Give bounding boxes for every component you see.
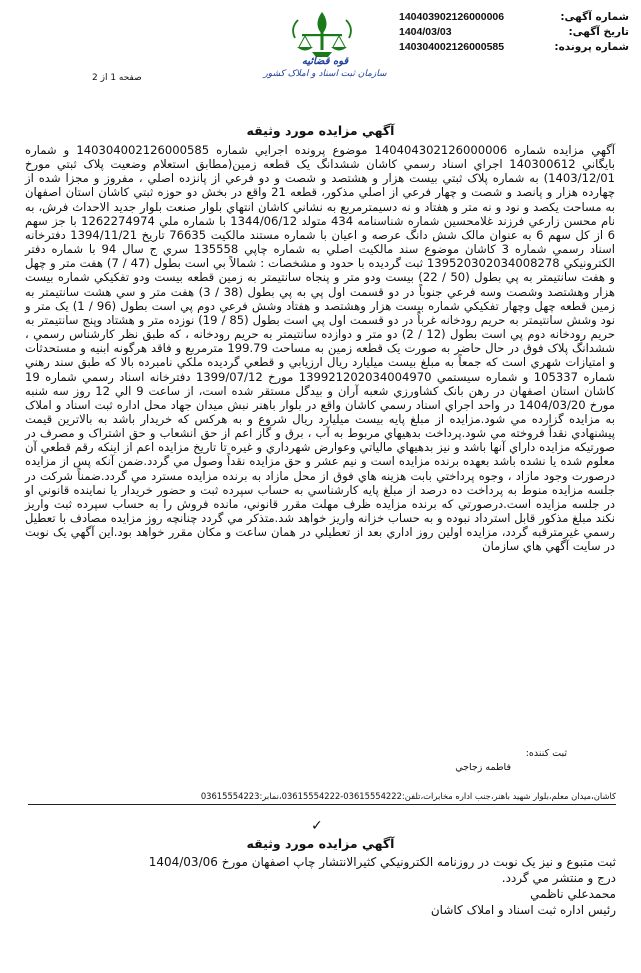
notice2-line2: درج و منتشر مي گردد. [501,871,616,885]
page-info: صفحه 1 از 2 [92,73,142,83]
judiciary-name: قوه قضائیه [301,56,349,67]
organization-name: سازمان ثبت اسناد و املاک کشور [263,69,387,79]
notice2-body [30,854,616,918]
notice-body [25,143,615,554]
divider [28,804,616,805]
ad-date: 1404/03/03 [399,26,452,38]
registrar-name: فاطمه زجاجي [455,762,511,773]
registrar-label: ثبت كننده: [525,748,567,759]
notice-title: آگهي مزايده مورد وثيقه [246,123,395,138]
file-number-label: شماره پرونده: [554,41,629,53]
signer-name: محمدعلي ناظمي [530,887,616,901]
header-meta [399,10,629,55]
ad-date-row [399,25,629,40]
checkmark-icon: ✓ [311,818,323,834]
contact-info: كاشان،ميدان معلم،بلوار شهيد باهنر،جنب اداره مخابرات،تلفن:03615554222-03615554222،نمابر:03615554223 [200,791,616,801]
signer-title: رئيس اداره ثبت اسناد و املاک كاشان [430,903,616,917]
ad-number-row [399,10,629,25]
notice2-line1: ثبت متبوع و نيز يک نوبت در روزنامه الكترونيكي كثيرالانتشار چاپ اصفهان مورخ 1404/03/06 [148,855,616,869]
ad-number-label: شماره آگهی: [560,11,629,23]
file-number: 140304002126000585 [399,41,505,53]
notice-body-text: آگهي مزايده شماره 140404302126000006 موضوع پرونده اجرايي شماره 140304002126000585 و شماره بايگاني 140300612 اجراي اسناد رسمي كاشان ششدانگ يک قطعه زمين(مطابق استعلام وضعيت پلاک ثبتي مورخ 1403/12/01) به شماره پلاک ثبتي بيست هزار و هشتصد و شصت و دو فرعي از پانزده اصلي ، مفروز و مجزا شده از چهارده هزار و پانصد و شصت و چهار فرعي از اصلي مذكور، قطعه 21 واقع در بخش دو حوزه ثبتي كاشان استان اصفهان به مساحت يكصد و نود و نه متر و هفتاد و نه دسيمترمربع به نشاني كاشان انتهاي بلوار صنعت بلوار جديد الاحداث فرش، به نام محسن زارعي فرزند غلامحسين شماره شناسنامه 434 متولد 1344/06/12 با شماره ملي 1262274974 با جز سهم 6 از كل سهم 6 به عنوان مالک شش دانگ عرصه و اعيان با شماره مستند مالكيت 76635 تاريخ 1394/11/21 دفترخانه اسناد رسمي شماره 3 كاشان موضوع سند مالكيت اصلي به شماره چاپي 135558 سري ج سال 94 با شماره دفتر الكترونيكي 139520302034008278 ثبت گرديده با حدود و مشخصات : شمالاً بي است بطول (47 / 7) هفت متر و چهل و هفت سانتيمتر به پي بطول (50 / 22) بيست ودو متر و پنجاه سانتيمتر به زمين قطعه بيست ودو تفكيكي شماره بيست هزار وهشتصد وشصت وسه فرعي جنوباً در دو قسمت اول پي به پي بطول (38 / 3) هفت متر و سي هشت سانتيمتر به زمين قطعه چهل وچهار تفكيكي شماره بيست هزار وهشتصد و هفتاد وشش فرعي دوم پي است بطول (96 / 1) يک متر و نود وشش سانتيمتر به حريم رودخانه غرباً در دو قسمت اول پي است بطول (85 / 19) نوزده متر و هشتاد وپنج سانتيمتر به حريم رودخانه دوم پي است بطول (12 / 2) دو متر و دوازده سانتيمتر به حريم رودخانه ، كه طبق نظر كارشناس رسمي ، ششدانگ پلاک فوق در حال حاضر به صورت يک قطعه زمين به مساحت 199.79 مترمربع و فاقد هرگونه ابنيه و مستحدثات و امتيازات شهري است كه جمعاً به مبلغ بيست ميليارد ريال ارزيابي و قطعي گرديده ملكي نامبرده بالا كه طبق سند رهني شماره 105337 و شماره سيستمي 139921202034004970 مورخ 1399/07/12 دفترخانه اسناد رسمي شماره 19 كاشان استان اصفهان در رهن بانک كشاورزي شعبه آران و بيدگل مستقر شده است، از ساعت 9 الي 12 روز سه شنبه مورخ 1404/03/20 در واحد اجراي اسناد رسمي كاشان واقع در بلوار باهنر نبش ميدان جهاد محل اداره ثبت اسناد و املاک به مزايده گزارده مي شود.مزايده از مبلغ پايه بيست ميليارد ريال شروع و به هركس كه خريدار باشد به بالاترين قيمت پيشنهادي نقداً فروخته مي شود.پرداخت بدهيهاي مربوط به آب ، برق و گاز اعم از حق انشعاب و حق اشتراک و مصرف در صورتيكه مزايده داراي آنها باشد و نيز بدهيهاي مالياتي وعوارض شهرداري و غيره تا تاريخ مزايده اعم از اينكه رقم قطعي آن معلوم شده يا نشده باشد بعهده برنده مزايده است و نيم عشر و حق مزايده نقداً وصول مي گردد.ضمن آنكه پس از مزايده درصورت وجود مازاد ، وجوه پرداختي بابت هزينه هاي فوق از محل مازاد به برنده مزايده مسترد مي گردد.ضمناً شركت در جلسه مزايده منوط به پرداخت ده درصد از مبلغ پايه كارشناسي به حساب سپرده ثبت و حضور خريدار يا نماينده قانوني او در جلسه مزايده است.درصورتي كه برنده مزايده ظرف مهلت مقرر قانوني، مانده فروش را به حساب سپرده ثبت واريز نكند مبلغ مذكور قابل استرداد نبوده و به حساب خزانه واريز خواهد شد.متذكر مي گردد چنانچه روز مزايده مصادف با تعطيل رسمي غيرمترقبه گردد، مزايده اولين روز اداري بعد از تعطيلي در همان ساعت و مكان مقرر خواهد بود.اين آگهي يک نوبت در سايت آگهي هاي سازمان [25,143,616,554]
file-number-row [399,40,629,55]
notice2-title: آگهي مزايده مورد وثيقه [246,836,395,851]
ad-date-label: تاریخ آگهی: [568,26,629,38]
ad-number: 140403902126000006 [399,11,505,23]
organization-block [240,56,410,80]
